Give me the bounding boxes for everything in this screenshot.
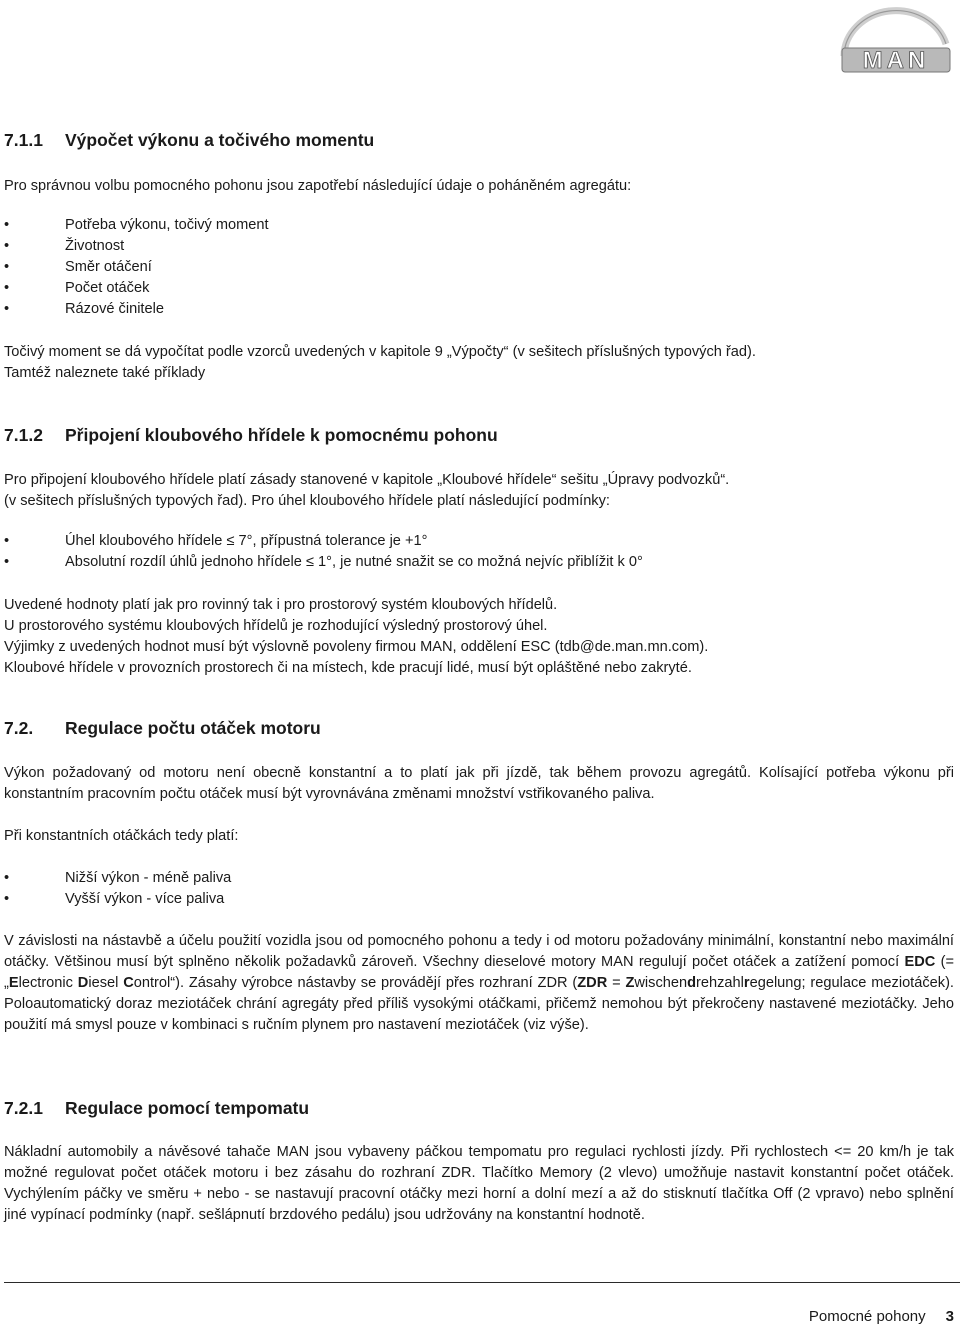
paragraph: Pro připojení kloubového hřídele platí zásady stanovené v kapitole „Kloubové hřídele“ sešitu „Úpravy podvozků“.	[4, 472, 730, 488]
section-number: 7.1.1	[4, 130, 43, 150]
section-title: Připojení kloubového hřídele k pomocnému pohonu	[65, 425, 498, 445]
bullet-list	[4, 868, 231, 910]
section-title: Regulace počtu otáček motoru	[65, 718, 321, 738]
bullet-list	[4, 531, 643, 573]
footer-divider	[4, 1282, 960, 1283]
text-run: =	[607, 975, 626, 991]
paragraph	[4, 931, 954, 1036]
text-run: lectronic	[18, 975, 78, 991]
page-number: 3	[945, 1308, 954, 1325]
text-run: ZDR	[577, 975, 608, 991]
paragraph: Kloubové hřídele v provozních prostorech či na místech, kde pracují lidé, musí být opláštěné nebo zakryté.	[4, 660, 692, 676]
paragraph: Uvedené hodnoty platí jak pro rovinný tak i pro prostorový systém kloubových hřídelů.	[4, 597, 558, 613]
section-title: Regulace pomocí tempomatu	[65, 1098, 310, 1118]
section-number: 7.2.1	[4, 1098, 43, 1118]
man-logo	[836, 4, 954, 74]
bullet-list	[4, 215, 269, 320]
page-footer	[809, 1306, 954, 1327]
paragraph: Tamtéž naleznete také příklady	[4, 365, 206, 381]
paragraph: U prostorového systému kloubových hřídelů je rozhodující výsledný prostorový úhel.	[4, 618, 548, 634]
list-item: • Potřeba výkonu, točivý moment	[4, 215, 269, 236]
section-title: Výpočet výkonu a točivého momentu	[65, 130, 375, 150]
paragraph: Výkon požadovaný od motoru není obecně konstantní a to platí jak při jízdě, tak během provozu agregátů. Kolísající potřeba výkonu při konstantním pracovním počtu otáček musí být vyrovnávána změnami množství vstřikovaného paliva.	[4, 765, 954, 802]
text-run: wischen	[634, 975, 688, 991]
paragraph: Nákladní automobily a návěsové tahače MAN jsou vybaveny páčkou tempomatu pro regulaci rychlosti jízdy. Při rychlostech <= 20 km/h je tak možné regulovat počet otáček motoru i bez zásahu do rozhraní ZDR. Tlačítko Memory (2 vlevo) umožňuje nastavit konstantní počet otáček. Vychýlením páčky ve směru + nebo - se nastavují pracovní otáčky mezi horní a dolní mezí a až do stisknutí tlačítka Off (2 vpravo) nebo splnění jiné vypínací podmínky (např. sešlápnutí brzdového pedálu) jsou udržovány na konstantní hodnotě.	[4, 1144, 954, 1223]
text-run: E	[8, 975, 19, 991]
text-run: “). Zásahy výrobce nástavby se provádějí přes rozhraní ZDR (	[170, 975, 578, 991]
paragraph: Výjimky z uvedených hodnot musí být výslovně povoleny firmou MAN, oddělení ESC (tdb@de.man.mn.com).	[4, 639, 709, 655]
text-run: r	[743, 975, 750, 991]
list-item: • Životnost	[4, 236, 269, 257]
list-item: • Směr otáčení	[4, 257, 269, 278]
footer-label: Pomocné pohony	[808, 1308, 926, 1325]
list-item: • Úhel kloubového hřídele ≤ 7°, přípustná tolerance je +1°	[4, 531, 643, 552]
text-run: D	[77, 975, 89, 991]
paragraph: Pro správnou volbu pomocného pohonu jsou zapotřebí následující údaje o poháněném agregátu:	[4, 178, 632, 194]
list-item: • Nižší výkon - méně paliva	[4, 868, 231, 889]
text-run: (= „	[4, 954, 954, 991]
text-run: C	[123, 975, 134, 991]
list-item: • Počet otáček	[4, 278, 269, 299]
text-run: V závislosti na nástavbě a účelu použití vozidla jsou od pomocného pohonu a tedy i od motoru požadovány minimální, konstantní nebo maximální otáčky. Většinou musí být splněno několik požadavků zároveň. Všechny dieselové motory MAN regulují počet otáček a zatížení pomocí	[4, 933, 954, 970]
text-run: egelung; regulace meziotáček). Poloautomatický doraz meziotáček chrání agregáty před příliš vysokými otáčkami, přičemž nemohou být překročeny nastavené meziotáčky. Jeho použití má smysl pouze v kombinaci s ručním plynem pro nastavení meziotáček (viz výše).	[4, 975, 954, 1033]
text-run: EDC	[904, 954, 936, 970]
paragraph: (v sešitech příslušných typových řad). Pro úhel kloubového hřídele platí následující podmínky:	[4, 493, 610, 509]
list-item: • Vyšší výkon - více paliva	[4, 889, 231, 910]
paragraph: Při konstantních otáčkách tedy platí:	[4, 828, 239, 844]
text-run: Z	[625, 975, 635, 991]
paragraph: Točivý moment se dá vypočítat podle vzorců uvedených v kapitole 9 „Výpočty“ (v sešitech příslušných typových řad).	[4, 344, 756, 360]
section-number: 7.1.2	[4, 425, 43, 445]
logo-text: MAN	[862, 47, 930, 74]
section-number: 7.2.	[4, 718, 34, 738]
list-item: • Absolutní rozdíl úhlů jednoho hřídele ≤ 1°, je nutné snažit se co možná nejvíc přiblížit k 0°	[4, 552, 643, 573]
text-run: rehzahl	[696, 975, 744, 991]
text-run: d	[687, 975, 697, 991]
list-item: • Rázové činitele	[4, 299, 269, 320]
text-run: ontrol	[133, 975, 171, 991]
text-run: iesel	[88, 975, 124, 991]
